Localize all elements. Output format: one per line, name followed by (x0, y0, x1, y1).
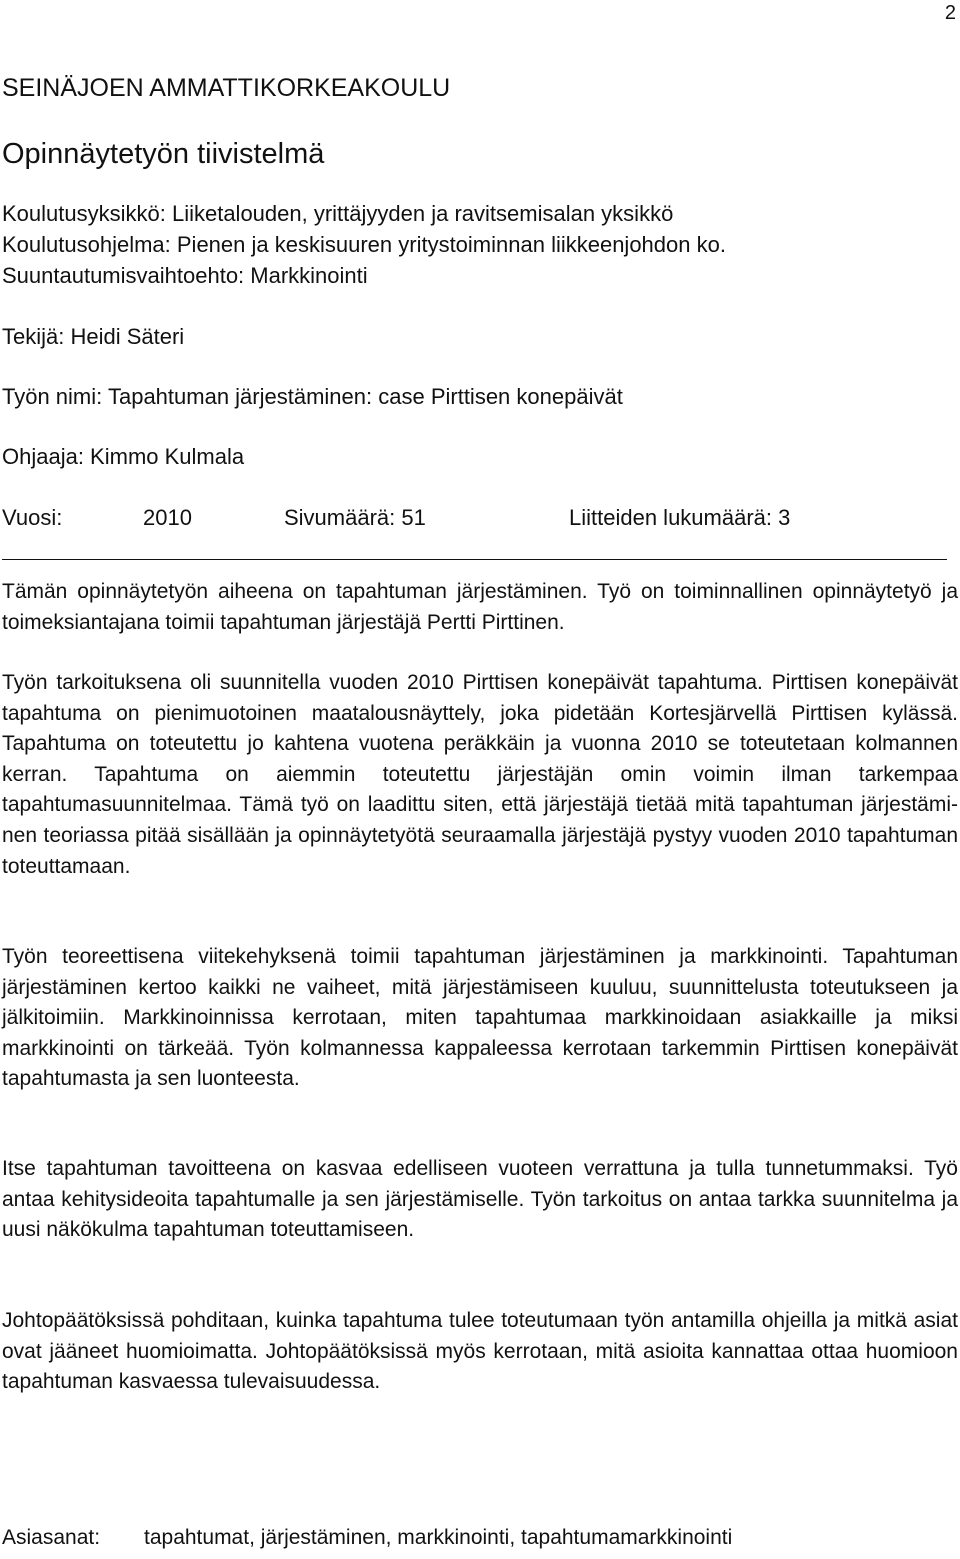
meta-unit: Koulutusyksikkö: Liiketalouden, yrittäjyyden ja ravitsemisalan yksikkö (2, 201, 674, 226)
page-number: 2 (944, 2, 956, 24)
keywords-value: tapahtumat, järjestäminen, markkinointi, tapahtumamarkkinointi (144, 1526, 733, 1549)
year-value: 2010 (143, 505, 192, 530)
meta-supervisor: Ohjaaja: Kimmo Kulmala (2, 444, 245, 469)
divider-line (2, 559, 947, 560)
page-count: Sivumäärä: 51 (284, 505, 426, 530)
abstract-paragraph-5: Johtopäätöksissä pohditaan, kuinka tapahtuma tulee toteutumaan työn antamilla ohjeilla ja mitkä asiat ovat jääneet huomioimatta. Johtopäätöksissä myös kerrotaan, mitä asioita kannattaa ottaa huomioon tapahtuman kasvaessa tulevaisuudessa. (2, 1309, 958, 1394)
meta-orientation: Suuntautumisvaihtoehto: Markkinointi (2, 263, 368, 288)
abstract-paragraph-1: Tämän opinnäytetyön aiheena on tapahtuman järjestäminen. Työ on toiminnallinen opinnäytetyö ja toimeksiantajana toimii tapahtuman järjestäjä Pertti Pirttinen. (2, 580, 958, 634)
abstract-paragraph-4: Itse tapahtuman tavoitteena on kasvaa edelliseen vuoteen verrattuna ja tulla tunnetummaksi. Työ antaa kehitysideoita tapahtumalle ja sen järjestämiselle. Työn tarkoitus on antaa tarkka suunnitelma ja uusi näkökulma tapahtuman toteuttamiseen. (2, 1157, 958, 1242)
meta-programme: Koulutusohjelma: Pienen ja keskisuuren yritystoiminnan liikkeenjohdon ko. (2, 232, 726, 257)
meta-author: Tekijä: Heidi Säteri (2, 324, 185, 349)
keywords-label: Asiasanat: (2, 1526, 101, 1549)
abstract-paragraph-2: Työn tarkoituksena oli suunnitella vuoden 2010 Pirttisen konepäivät tapahtuma. Pirttisen konepäivät tapahtuma on pienimuotoinen maatalousnäyttely, joka pidetään Kortesjärvellä Pirttisen kylässä. Tapahtuma on toteutettu jo kahtena vuotena peräkkäin ja vuonna 2010 se toteutetaan kolmannen kerran. Tapahtuma on aiemmin toteutettu järjestäjän omin voimin ilman tarkempaa tapahtumasuunnitelmaa. Tämä työ on laadittu siten, että järjestäjä tietää mitä tapahtuman järjestäminen teoriassa pitää sisällään ja opinnäytetyötä seuraamalla järjestäjä pystyy vuoden 2010 tapahtuman toteuttamaan. (2, 671, 958, 878)
meta-work-name: Työn nimi: Tapahtuman järjestäminen: case Pirttisen konepäivät (2, 384, 623, 409)
appendix-count: Liitteiden lukumäärä: 3 (569, 505, 791, 530)
document-title: Opinnäytetyön tiivistelmä (2, 138, 325, 170)
school-name: SEINÄJOEN AMMATTIKORKEAKOULU (2, 74, 451, 102)
keywords-line (2, 1526, 733, 1550)
abstract-paragraph-3: Työn teoreettisena viitekehyksenä toimii tapahtuman järjestäminen ja markkinointi. Tapahtuman järjestäminen kertoo kaikki ne vaiheet, mitä järjestämiseen kuuluu, suunnittelusta toteutukseen ja jälkitoimiin. Markkinoinnissa kerrotaan, miten tapahtumaa markkinoidaan asiakkaille ja miksi markkinointi on tärkeää. Työn kolmannessa kappaleessa kerrotaan tarkemmin Pirttisen konepäivät tapahtumasta ja sen luonteesta. (2, 945, 958, 1091)
year-label: Vuosi: (2, 505, 63, 530)
